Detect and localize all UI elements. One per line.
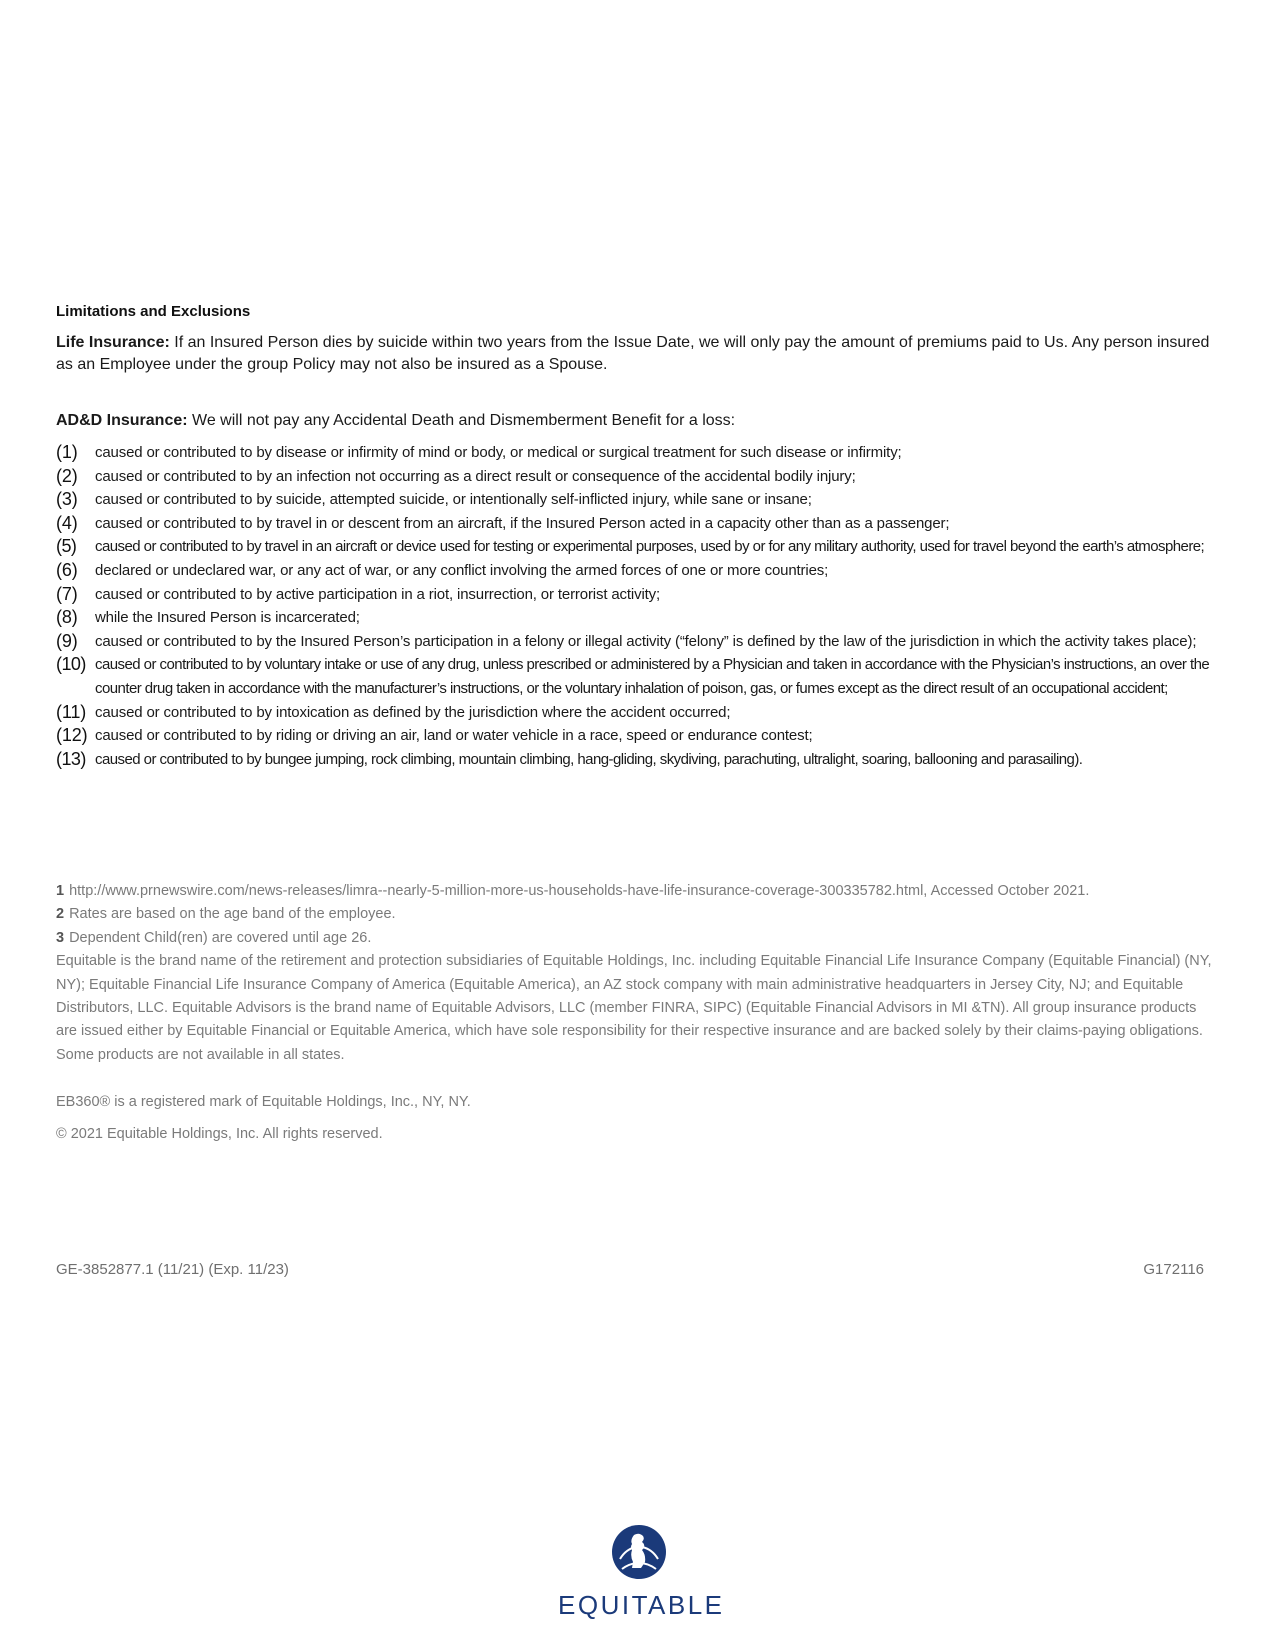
exclusion-text: caused or contributed to by active participation in a riot, insurrection, or terrorist activity; [95,585,661,603]
exclusion-item [56,535,1226,559]
exclusion-number: (9) [56,630,78,651]
life-insurance-text: If an Insured Person dies by suicide within two years from the Issue Date, we will only pay the amount of premiums paid to Us. Any person insured as an Employee under the group Policy may not also be insured as a Spouse. [56,334,1210,373]
exclusion-text: caused or contributed to by travel in or descent from an aircraft, if the Insured Person acted in a capacity other than as a passenger; [95,514,950,532]
exclusion-item [56,441,1226,465]
exclusion-text: declared or undeclared war, or any act of war, or any conflict involving the armed forces of one or more countries; [95,561,829,579]
section-heading: Limitations and Exclusions [56,303,251,320]
footnote-number: 3 [56,929,65,946]
life-insurance-paragraph [56,332,1216,376]
footnote-text: http://www.prnewswire.com/news-releases/limra--nearly-5-million-more-us-households-have-life-insurance-coverage-300335782.html, Accessed October 2021. [69,883,1090,899]
exclusion-item [56,512,1226,536]
exclusion-item [56,465,1226,489]
exclusion-number: (8) [56,607,78,628]
exclusion-item [56,630,1226,654]
exclusion-number: (11) [56,701,87,722]
exclusion-item [56,748,1226,772]
footnotes-block [56,880,1216,1067]
exclusion-item [56,559,1226,583]
exclusion-item [56,701,1226,725]
exclusion-text: caused or contributed to by an infection not occurring as a direct result or consequence of the accidental bodily injury; [95,467,856,485]
exclusion-text: caused or contributed to by disease or infirmity of mind or body, or medical or surgical treatment for such disease or infirmity; [95,444,902,461]
exclusion-number: (2) [56,465,78,486]
exclusions-list [56,441,1226,771]
exclusion-text: caused or contributed to by bungee jumping, rock climbing, mountain climbing, hang-gliding, skydiving, parachuting, ultralight, soaring, ballooning and parasailing). [95,750,1083,768]
footnote-number: 1 [56,883,65,899]
footnote [56,903,1216,926]
exclusion-number: (10) [56,654,86,675]
add-insurance-paragraph [56,410,1216,432]
exclusion-text: caused or contributed to by riding or driving an air, land or water vehicle in a race, speed or endurance contest; [95,727,813,745]
footnote-text: Dependent Child(ren) are covered until age 26. [69,929,372,946]
add-insurance-text: We will not pay any Accidental Death and Dismemberment Benefit for a loss: [187,412,736,429]
document-code: G172116 [1143,1261,1204,1278]
registered-mark-notice: EB360® is a registered mark of Equitable Holdings, Inc., NY, NY. [56,1094,471,1110]
exclusion-text: caused or contributed to by the Insured Person’s participation in a felony or illegal activity (“felony” is defined by the law of the jurisdiction in which the activity takes place); [95,632,1197,650]
exclusion-number: (4) [56,512,78,533]
exclusion-number: (3) [56,489,78,510]
footnote [56,927,1216,950]
exclusion-text: while the Insured Person is incarcerated; [95,609,360,627]
footnote-number: 2 [56,906,65,923]
exclusion-item [56,488,1226,512]
add-insurance-label: AD&D Insurance: [56,412,188,429]
exclusion-number: (5) [56,536,77,557]
exclusion-number: (13) [56,748,86,769]
exclusion-number: (7) [56,583,78,604]
exclusion-item [56,583,1226,607]
equitable-statue-icon [612,1525,666,1579]
exclusion-number: (1) [56,442,78,462]
copyright-notice: © 2021 Equitable Holdings, Inc. All rights reserved. [56,1126,383,1142]
life-insurance-label: Life Insurance: [56,334,170,351]
exclusion-text: caused or contributed to by suicide, attempted suicide, or intentionally self-inflicted injury, while sane or insane; [95,491,812,509]
exclusion-item [56,606,1226,630]
exclusion-number: (12) [56,725,88,746]
exclusion-text: caused or contributed to by voluntary intake or use of any drug, unless prescribed or administered by a Physician and taken in accordance with the Physician’s instructions, an over the counter drug taken in accordance with the manufacturer’s instructions, or the voluntary inhalation of poison, gas, or fumes except as the direct result of an occupational accident; [95,656,1210,697]
exclusion-text: caused or contributed to by intoxication as defined by the jurisdiction where the accident occurred; [95,703,731,721]
footnote [56,880,1216,903]
form-number: GE-3852877.1 (11/21) (Exp. 11/23) [56,1261,289,1278]
exclusion-text: caused or contributed to by travel in an aircraft or device used for testing or experimental purposes, used by or for any military authority, used for travel beyond the earth’s atmosphere; [95,538,1205,556]
exclusion-number: (6) [56,559,78,580]
legal-disclaimer: Equitable is the brand name of the retirement and protection subsidiaries of Equitable Holdings, Inc. including Equitable Financial Life Insurance Company (Equitable Financial) (NY, NY); Equitable Financial Life Insurance Company of America (Equitable America), an AZ stock company with main administrative headquarters in Jersey City, NJ; and Equitable Distributors, LLC. Equitable Advisors is the brand name of Equitable Advisors, LLC (member FINRA, SIPC) (Equitable Financial Advisors in MI &TN). All group insurance products are issued either by Equitable Financial or Equitable America, which have sole responsibility for their respective insurance and are backed solely by their claims-paying obligations. Some products are not available in all states. [56,953,1212,1063]
exclusion-item [56,724,1226,748]
equitable-wordmark: EQUITABLE [558,1590,725,1620]
footnote-text: Rates are based on the age band of the employee. [69,906,396,923]
exclusion-item [56,653,1226,700]
